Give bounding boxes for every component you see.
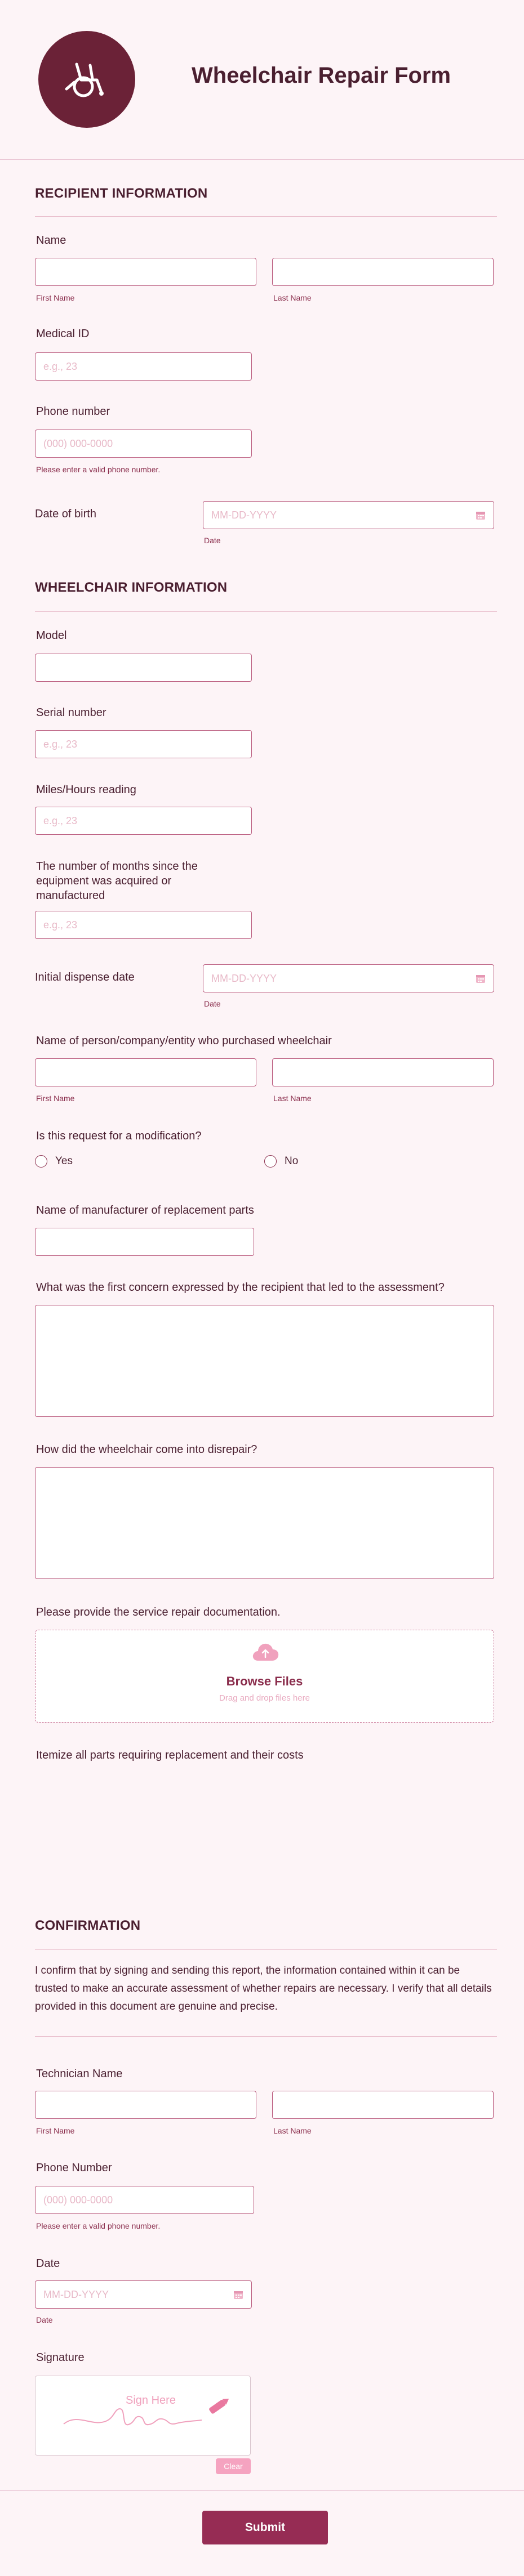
concern-label: What was the first concern expressed by the recipient that led to the assessment? [36,1281,445,1294]
purchaser-first-name-input[interactable] [35,1058,256,1086]
months-placeholder: e.g., 23 [43,919,78,931]
modification-label: Is this request for a modification? [36,1130,202,1142]
sign-here-label: Sign Here [126,2394,176,2407]
first-name-sublabel: First Name [36,1094,75,1103]
section-divider [35,216,497,217]
yes-label: Yes [55,1155,73,1167]
medical-id-placeholder: e.g., 23 [43,360,78,372]
disrepair-label: How did the wheelchair come into disrepair? [36,1443,257,1456]
date-placeholder: MM-DD-YYYY [43,2288,109,2300]
no-label: No [285,1155,299,1167]
dob-input[interactable] [203,501,494,529]
miles-placeholder: e.g., 23 [43,815,78,826]
months-label: The number of months since the equipment was acquired or manufactured [36,860,198,902]
phone-placeholder: (000) 000-0000 [43,437,113,449]
section-title-recipient: RECIPIENT INFORMATION [35,186,208,201]
miles-input[interactable] [35,807,252,835]
tech-phone-label: Phone Number [36,2162,112,2174]
cloud-upload-icon [251,1642,279,1662]
phone-input[interactable] [35,430,252,458]
medical-id-label: Medical ID [36,328,90,340]
confirmation-statement: I confirm that by signing and sending this report, the information contained within it can be trusted to make an accurate assessment of whether repairs are necessary. I verify that all details provided in this document are genuine and precise. [35,1965,492,2012]
manufacturer-input[interactable] [35,1228,254,1256]
drag-drop-label: Drag and drop files here [219,1693,310,1703]
concern-textarea[interactable] [35,1305,494,1417]
dob-placeholder: MM-DD-YYYY [211,509,277,521]
manufacturer-label: Name of manufacturer of replacement parts [36,1204,254,1217]
months-input[interactable] [35,911,252,939]
first-name-sublabel: First Name [36,293,75,302]
wheelchair-repair-icon [64,60,109,99]
modification-yes-radio[interactable] [35,1155,47,1168]
section-divider [35,611,497,612]
calendar-icon[interactable] [233,2289,243,2300]
last-name-sublabel: Last Name [273,2126,312,2135]
dob-label: Date of birth [35,508,96,520]
dispense-sublabel: Date [204,999,221,1008]
last-name-sublabel: Last Name [273,1094,312,1103]
logo [38,31,135,128]
itemize-label: Itemize all parts requiring replacement and their costs [36,1749,304,1761]
model-label: Model [36,629,67,642]
medical-id-input[interactable] [35,352,252,381]
section-title-wheelchair: WHEELCHAIR INFORMATION [35,580,228,595]
tech-phone-input[interactable] [35,2186,254,2214]
miles-label: Miles/Hours reading [36,784,136,796]
technician-last-name-input[interactable] [272,2091,494,2119]
recipient-first-name-input[interactable] [35,258,256,286]
purchaser-last-name-input[interactable] [272,1058,494,1086]
dispense-label: Initial dispense date [35,971,135,983]
browse-files-label[interactable]: Browse Files [226,1674,303,1688]
clear-signature-button[interactable]: Clear [216,2458,251,2474]
purchaser-label: Name of person/company/entity who purchased wheelchair [36,1035,332,1047]
header-divider [0,159,524,160]
dob-sublabel: Date [204,536,221,545]
date-sublabel: Date [36,2315,53,2324]
date-label: Date [36,2257,60,2270]
calendar-icon[interactable] [476,510,486,520]
footer-divider [0,2490,524,2491]
first-name-sublabel: First Name [36,2126,75,2135]
section-divider [35,1949,497,1950]
form-title: Wheelchair Repair Form [192,63,451,88]
signature-pad[interactable] [35,2376,251,2456]
section-title-confirmation: CONFIRMATION [35,1918,141,1933]
modification-no-radio[interactable] [264,1155,277,1168]
signature-label: Signature [36,2351,85,2364]
phone-warning: Please enter a valid phone number. [36,465,161,474]
confirmation-date-input[interactable] [35,2280,252,2309]
tech-phone-warning: Please enter a valid phone number. [36,2221,161,2230]
recipient-last-name-input[interactable] [272,258,494,286]
dispense-placeholder: MM-DD-YYYY [211,972,277,984]
submit-button[interactable]: Submit [202,2511,328,2544]
technician-first-name-input[interactable] [35,2091,256,2119]
phone-label: Phone number [36,405,110,418]
file-upload-area[interactable] [35,1630,494,1723]
last-name-sublabel: Last Name [273,293,312,302]
serial-placeholder: e.g., 23 [43,738,78,750]
serial-label: Serial number [36,706,106,719]
docs-label: Please provide the service repair documentation. [36,1606,281,1618]
name-label: Name [36,234,66,247]
signature-scribble-icon [61,2393,230,2438]
dispense-date-input[interactable] [203,964,494,992]
serial-input[interactable] [35,730,252,758]
model-input[interactable] [35,654,252,682]
calendar-icon[interactable] [476,973,486,983]
tech-phone-placeholder: (000) 000-0000 [43,2194,113,2206]
technician-label: Technician Name [36,2068,123,2080]
section-divider [35,2036,497,2037]
disrepair-textarea[interactable] [35,1467,494,1579]
